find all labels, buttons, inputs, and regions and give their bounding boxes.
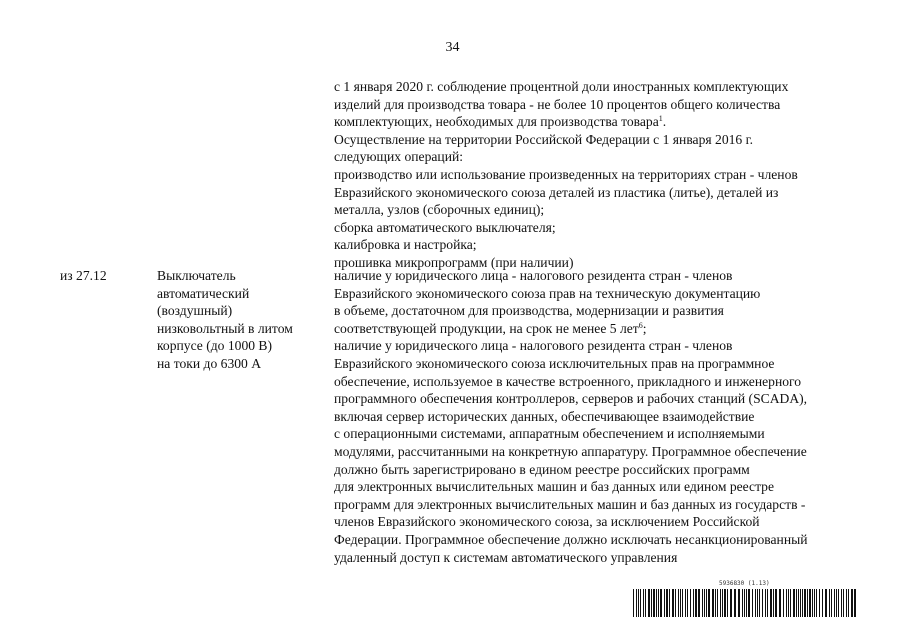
product-line: Выключатель	[157, 268, 236, 283]
req-line: в объеме, достаточном для производства, модернизации и развития	[334, 303, 724, 319]
req-line: обеспечение, используемое в качестве встроенного, прикладного и инженерного	[334, 373, 802, 389]
req-line: соответствующей продукции, на срок не менее 5 лет$^6$;	[334, 320, 647, 336]
top-line: прошивка микропрограмм (при наличии)	[334, 254, 574, 270]
req-line: Евразийского экономического союза исключительных прав на программное	[334, 355, 775, 371]
row-code: из 27.12	[60, 268, 107, 283]
product-line: низковольтный в литом	[157, 320, 293, 336]
req-line: программного обеспечения контроллеров, серверов и рабочих станций (SCADA),	[334, 391, 808, 407]
page-number: 34	[445, 40, 460, 55]
req-line: членов Евразийского экономического союза, за исключением Российской	[334, 514, 760, 530]
top-line: с 1 января 2020 г. соблюдение процентной доли иностранных комплектующих	[334, 79, 789, 94]
product-line: корпусе (до 1000 В)	[157, 338, 273, 354]
product-line: автоматический	[157, 285, 250, 301]
barcode-label: 5936830 (1.13)	[719, 580, 770, 587]
product-line: на токи до 6300 А	[157, 355, 262, 371]
req-line: Евразийского экономического союза прав на техническую документацию	[334, 285, 761, 301]
barcode	[633, 580, 858, 618]
product-line: (воздушный)	[157, 303, 233, 319]
top-line: калибровка и настройка;	[334, 237, 477, 253]
top-line: Осуществление на территории Российской Федерации с 1 января 2016 г.	[334, 131, 754, 147]
req-line: включая сервер исторических данных, обеспечивающее взаимодействие	[334, 408, 755, 424]
product-name	[157, 267, 317, 373]
top-line: следующих операций:	[334, 149, 464, 165]
top-requirements-block	[334, 78, 874, 272]
top-line: металла, узлов (сборочных единиц);	[334, 202, 545, 218]
barcode-bars	[633, 589, 858, 617]
req-line: для электронных вычислительных машин и баз данных или едином реестре	[334, 479, 775, 495]
req-line: с операционными системами, аппаратным обеспечением и исполняемыми	[334, 426, 765, 442]
footnote-ref: 1	[658, 114, 663, 124]
req-line: удаленный доступ к системам автоматического управления	[334, 549, 678, 565]
req-line: наличие у юридического лица - налогового резидента стран - членов	[334, 268, 733, 283]
top-line: комплектующих, необходимых для производства товара$^1$.	[334, 114, 667, 130]
req-line: Федерации. Программное обеспечение должно исключать несанкционированный	[334, 531, 808, 547]
req-line: должно быть зарегистрировано в едином реестре российских программ	[334, 461, 750, 477]
req-line: наличие у юридического лица - налогового резидента стран - членов	[334, 338, 733, 354]
top-line: изделий для производства товара - не более 10 процентов общего количества	[334, 96, 781, 112]
requirements-block	[334, 267, 874, 566]
top-line: Евразийского экономического союза деталей из пластика (литье), деталей из	[334, 184, 779, 200]
req-line: программ для электронных вычислительных машин и баз данных из государств -	[334, 496, 806, 512]
top-line: производство или использование произведенных на территориях стран - членов	[334, 166, 798, 182]
req-line: модулями, рассчитанными на конкретную аппаратуру. Программное обеспечение	[334, 443, 807, 459]
top-line: сборка автоматического выключателя;	[334, 219, 556, 235]
footnote-ref: 6	[638, 320, 643, 330]
